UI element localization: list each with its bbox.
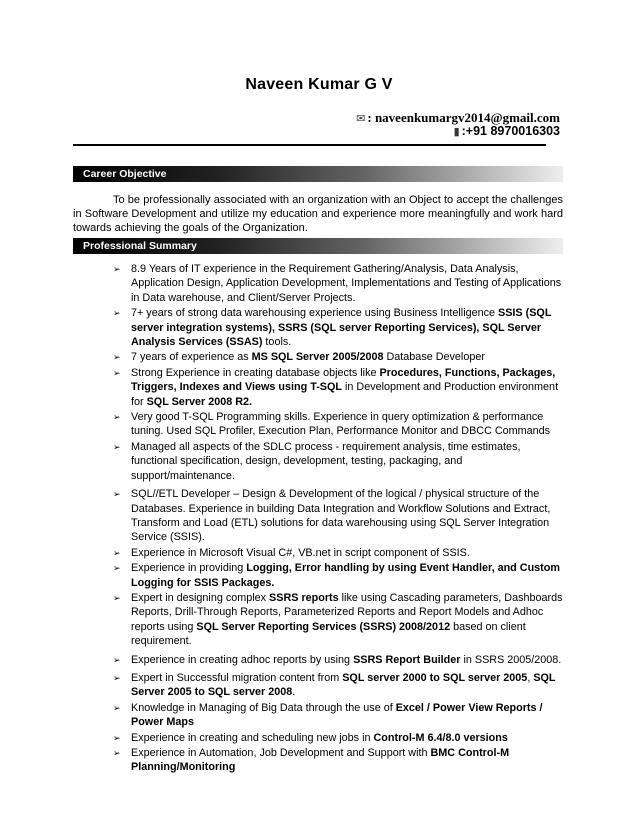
summary-item: [113, 561, 563, 590]
summary-item-text: Experience in Microsoft Visual C#, VB.net in script component of SSIS.: [131, 546, 470, 559]
summary-item-bold-text: MS SQL Server 2005/2008: [251, 351, 384, 364]
summary-item-text: Knowledge in Managing of Big Data through the use of: [131, 701, 396, 714]
arrow-bullet-icon: ➢: [113, 654, 121, 665]
arrow-bullet-icon: ➢: [113, 547, 121, 558]
summary-item-text: 8.9 Years of IT experience in the Requirement Gathering/Analysis, Data Analysis, Application Design, Application Development, Implementations and Testing of Applications in Data warehouse, and Client/Server Projects.: [131, 263, 562, 304]
summary-item: [113, 410, 563, 439]
professional-summary-list: [113, 262, 563, 776]
summary-item: [113, 262, 563, 305]
summary-item-bold-text: SQL server 2000 to SQL server 2005: [342, 671, 528, 684]
summary-item: [113, 487, 563, 545]
summary-item-text: SQL//ETL Developer – Design & Development of the logical / physical structure of the Databases. Experience in building Data Integration and Workflow Solutions and Extract, Transform and Load (ETL) solutions for data warehousing using SQL Server Integration Service (SSIS).: [131, 488, 551, 544]
email-separator: :: [367, 110, 372, 125]
professional-summary-header: [73, 238, 563, 254]
summary-item-bold-text: SQL Server Reporting Services (SSRS) 2008/2012: [196, 620, 451, 633]
summary-item-bold-text: Logging, Error handling by using Event Handler, and Custom Logging for SSIS Packages.: [131, 562, 560, 589]
candidate-name: Naveen Kumar G V: [245, 76, 393, 93]
summary-item-bold-text: SSIS (SQL server integration systems), SSRS (SQL server Reporting Services), SQL Server Analysis Services (SSAS): [131, 307, 552, 349]
career-objective-text: To be professionally associated with an organization with an Object to accept the challenges in Software Development and utilize my education and experience more meaningfully and work hard towards achieving the goals of the Organization.: [73, 194, 563, 234]
summary-item-bold-text: SQL Server 2008 R2.: [146, 395, 253, 408]
arrow-bullet-icon: ➢: [113, 264, 121, 274]
section-title: Professional Summary: [83, 240, 197, 252]
arrow-bullet-icon: ➢: [113, 367, 121, 378]
summary-item-bold-text: BMC Control-M Planning/Monitoring: [131, 747, 510, 774]
summary-item: [113, 746, 563, 775]
summary-item-text: like using Cascading parameters, Dashboards Reports, Drill-Through Reports, Parameterized Reports and Report Models and Adhoc reports using: [131, 591, 563, 633]
summary-item-text: in Development and Production environment for: [131, 381, 559, 408]
summary-item-text: Strong Experience in creating database objects like: [131, 366, 380, 379]
email-address[interactable]: naveenkumargv2014@gmail.com: [374, 110, 560, 125]
summary-item-bold-text: SSRS reports: [269, 591, 339, 604]
arrow-bullet-icon: ➢: [113, 441, 121, 452]
arrow-bullet-icon: ➢: [113, 592, 121, 603]
summary-item: [113, 366, 563, 409]
career-objective-header: [73, 166, 563, 182]
arrow-bullet-icon: ➢: [113, 308, 121, 319]
arrow-bullet-icon: ➢: [113, 672, 121, 683]
header-divider: [73, 144, 546, 146]
summary-item: [113, 731, 563, 745]
summary-item-bold-text: SQL Server 2005 to SQL server 2008: [131, 671, 556, 699]
arrow-bullet-icon: ➢: [113, 748, 121, 758]
summary-item-text: 7+ years of strong data warehousing experience using Business Intelligence: [131, 307, 499, 320]
summary-item-text: Expert in Successful migration content from: [131, 671, 343, 684]
summary-item-text: in SSRS 2005/2008.: [460, 653, 562, 666]
phone-number: :+91 8970016303: [461, 124, 560, 138]
summary-item: [113, 546, 563, 560]
summary-item-text: 7 years of experience as: [131, 351, 252, 364]
arrow-bullet-icon: ➢: [113, 563, 121, 574]
arrow-bullet-icon: ➢: [113, 732, 121, 743]
summary-item-bold-text: SSRS Report Builder: [353, 653, 461, 666]
arrow-bullet-icon: ➢: [113, 412, 121, 423]
summary-item-text: Experience in creating adhoc reports by using: [131, 653, 354, 666]
summary-item: [113, 440, 563, 483]
arrow-bullet-icon: ➢: [113, 702, 121, 713]
section-title: Career Objective: [83, 168, 167, 180]
summary-item-text: Database Developer: [383, 351, 485, 364]
summary-item-text: ,: [527, 671, 534, 684]
summary-item-text: Managed all aspects of the SDLC process - requirement analysis, time estimates, functional specification, design, development, testing, packaging, and support/maintenance.: [131, 440, 521, 482]
summary-item: [113, 350, 563, 364]
summary-item-text: based on client requirement.: [131, 620, 526, 648]
summary-item-text: Expert in designing complex: [131, 591, 270, 604]
arrow-bullet-icon: ➢: [113, 489, 121, 500]
summary-item-text: Experience in creating and scheduling new jobs in: [131, 731, 374, 744]
phone-line: [454, 124, 560, 138]
summary-item: [113, 591, 563, 649]
summary-item: [113, 306, 563, 349]
mobile-phone-icon: ▮: [453, 126, 460, 138]
envelope-icon: ✉: [356, 113, 366, 125]
summary-item-bold-text: Excel / Power View Reports / Power Maps: [131, 701, 543, 729]
summary-item-text: tools.: [262, 336, 292, 349]
arrow-bullet-icon: ➢: [113, 352, 121, 363]
summary-item: [113, 653, 563, 667]
summary-item-bold-text: Procedures, Functions, Packages, Triggers, Indexes and Views using T-SQL: [131, 366, 556, 394]
summary-item-text: .: [292, 686, 296, 699]
summary-item-text: Very good T-SQL Programming skills. Experience in query optimization & performance tuning. Used SQL Profiler, Execution Plan, Performance Monitor and DBCC Commands: [131, 411, 551, 438]
summary-item: [113, 671, 563, 700]
summary-item-text: Experience in Automation, Job Development and Support with: [131, 747, 431, 759]
summary-item-bold-text: Control-M 6.4/8.0 versions: [373, 731, 508, 744]
summary-item-text: Experience in providing: [131, 562, 247, 575]
summary-item: [113, 701, 563, 730]
